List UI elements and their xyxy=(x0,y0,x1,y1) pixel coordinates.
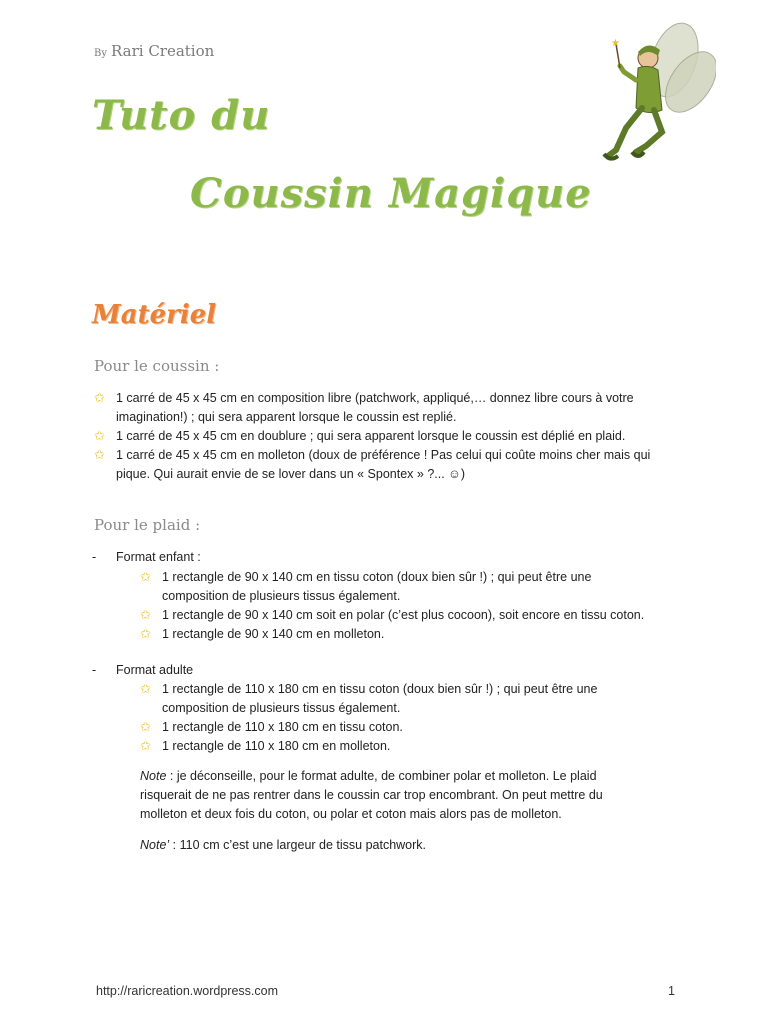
enfant-item-1-line-1: 1 rectangle de 90 x 140 cm en tissu coton (doux bien sûr !) ; qui peut être une xyxy=(162,570,592,584)
star-icon: ✩ xyxy=(94,428,105,443)
dash-marker: - xyxy=(92,550,97,564)
svg-text:★: ★ xyxy=(611,38,620,49)
star-icon: ✩ xyxy=(140,607,151,622)
enfant-item-2-line-1: 1 rectangle de 90 x 140 cm soit en polar (c’est plus cocoon), soit encore en tissu coton. xyxy=(162,608,645,622)
title-line-2: Coussin Magique xyxy=(190,170,592,217)
coussin-item-1-line-2: imagination!) ; qui sera apparent lorsque le coussin est replié. xyxy=(116,410,457,424)
note-2-label: Note’ xyxy=(140,838,170,852)
dash-marker: - xyxy=(92,663,97,677)
enfant-item-3-line-1: 1 rectangle de 90 x 140 cm en molleton. xyxy=(162,627,385,641)
star-icon: ✩ xyxy=(94,390,105,405)
format-enfant-label: Format enfant : xyxy=(116,550,201,564)
note-1-label: Note xyxy=(140,769,167,783)
adulte-item-3-line-1: 1 rectangle de 110 x 180 cm en molleton. xyxy=(162,739,391,753)
star-icon: ✩ xyxy=(140,719,151,734)
note-2-text: : 110 cm c’est une largeur de tissu patchwork. xyxy=(169,838,427,852)
coussin-item-2-line-1: 1 carré de 45 x 45 cm en doublure ; qui sera apparent lorsque le coussin est déplié en plaid. xyxy=(116,429,626,443)
adulte-item-1-line-2: composition de plusieurs tissus également. xyxy=(162,701,401,715)
footer-url[interactable]: http://raricreation.wordpress.com xyxy=(96,984,279,998)
format-adulte-label: Format adulte xyxy=(116,663,194,677)
note-2 xyxy=(140,836,426,854)
plaid-heading: Pour le plaid : xyxy=(94,516,201,534)
star-icon: ✩ xyxy=(140,738,151,753)
enfant-item-1-line-2: composition de plusieurs tissus également. xyxy=(162,589,401,603)
byline-prefix: By xyxy=(94,48,107,59)
byline xyxy=(94,42,214,60)
coussin-item-1-line-1: 1 carré de 45 x 45 cm en composition libre (patchwork, appliqué,… donnez libre cours à votre xyxy=(116,391,634,405)
star-icon: ✩ xyxy=(140,626,151,641)
coussin-item-3-line-2: pique. Qui aurait envie de se lover dans un « Spontex » ?... ☺) xyxy=(116,467,466,481)
fairy-illustration xyxy=(586,20,716,170)
section-heading: Matériel xyxy=(92,300,217,330)
page-number: 1 xyxy=(668,984,675,998)
star-icon: ✩ xyxy=(140,681,151,696)
note-1-text: : je déconseille, pour le format adulte, de combiner polar et molleton. Le plaid xyxy=(166,769,597,783)
adulte-item-1-line-1: 1 rectangle de 110 x 180 cm en tissu coton (doux bien sûr !) ; qui peut être une xyxy=(162,682,598,696)
coussin-item-3-line-1: 1 carré de 45 x 45 cm en molleton (doux de préférence ! Pas celui qui coûte moins cher mais qui xyxy=(116,448,651,462)
title-line-1: Tuto du xyxy=(92,92,271,139)
note-1-line-2: risquerait de ne pas rentrer dans le coussin car trop encombrant. On peut mettre du xyxy=(140,788,603,802)
coussin-heading: Pour le coussin : xyxy=(94,357,220,375)
star-icon: ✩ xyxy=(140,569,151,584)
note-1-line-1 xyxy=(140,767,597,785)
byline-author: Rari Creation xyxy=(111,42,215,60)
star-icon: ✩ xyxy=(94,447,105,462)
note-1-line-3: molleton et deux fois du coton, ou polar et coton mais alors pas de molleton. xyxy=(140,807,562,821)
adulte-item-2-line-1: 1 rectangle de 110 x 180 cm en tissu coton. xyxy=(162,720,403,734)
